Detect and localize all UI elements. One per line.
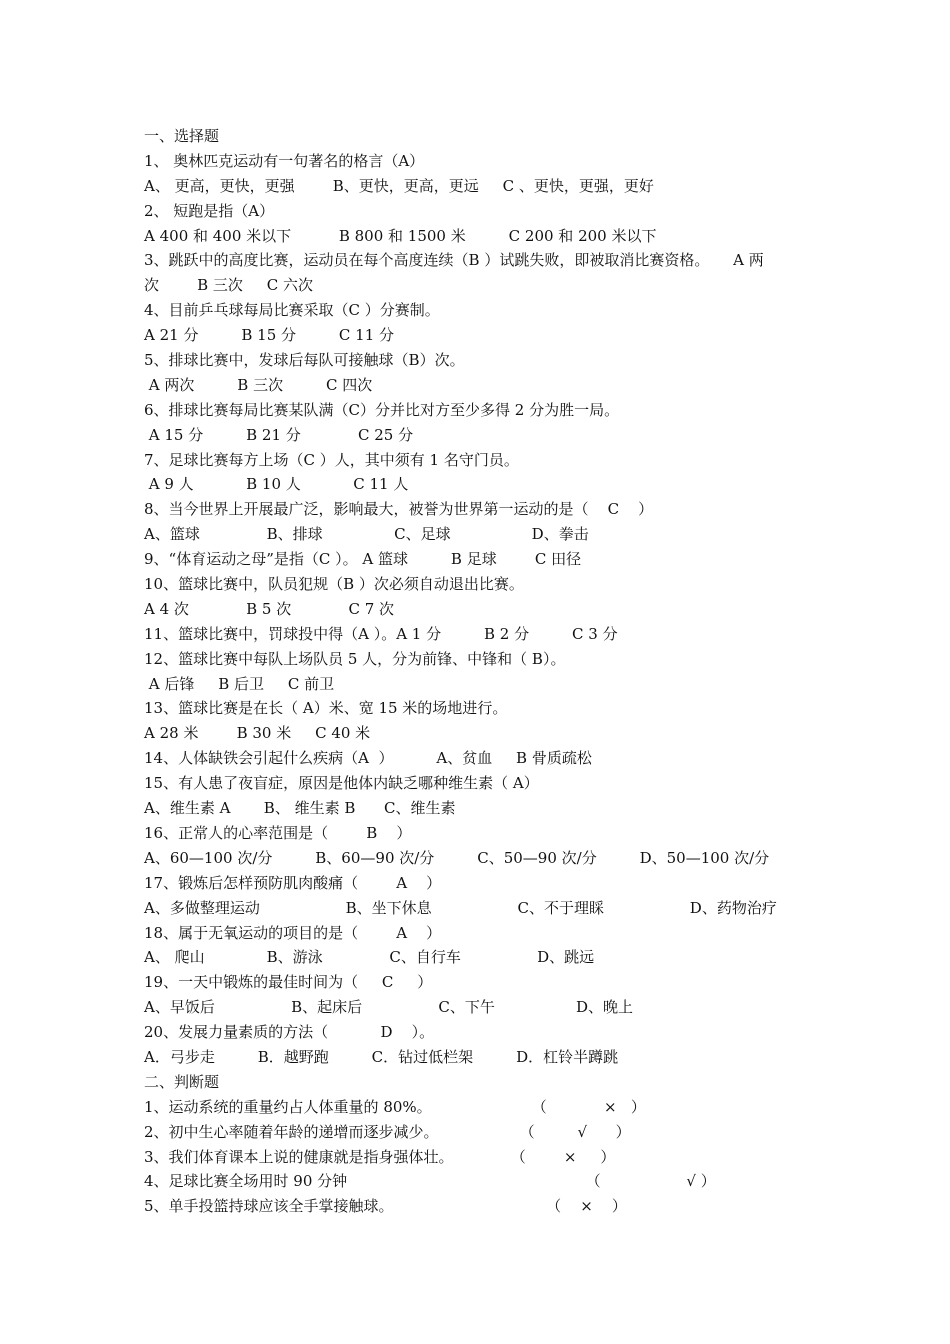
- options-3: 次 B 三次 C 六次: [144, 276, 314, 295]
- options-1: A、 更高，更快，更强 B、更快，更高，更远 C 、更快，更强，更好: [144, 176, 654, 195]
- question-8: 8、当今世界上开展最广泛，影响最大，被誉为世界第一运动的是（ C ）: [144, 500, 654, 519]
- question-11: 11、篮球比赛中，罚球投中得（A ）。A 1 分 B 2 分 C 3 分: [144, 624, 618, 643]
- options-4: A 21 分 B 15 分 C 11 分: [144, 326, 395, 345]
- options-6: A 15 分 B 21 分 C 25 分: [144, 425, 414, 444]
- options-2: A 400 和 400 米以下 B 800 和 1500 米 C 200 和 200 米以下: [144, 226, 657, 245]
- options-10: A 4 次 B 5 次 C 7 次: [144, 599, 395, 618]
- question-9: 9、“体育运动之母”是指（C ）。 A 篮球 B 足球 C 田径: [144, 550, 582, 569]
- judgement-1: 1、运动系统的重量约占人体重量的 80%。 （ × ）: [144, 1097, 646, 1116]
- question-12: 12、篮球比赛中每队上场队员 5 人，分为前锋、中锋和（ B）。: [144, 649, 566, 668]
- options-19: A、早饭后 B、起床后 C、下午 D、晚上: [144, 998, 633, 1017]
- question-15: 15、有人患了夜盲症，原因是他体内缺乏哪种维生素（ A）: [144, 774, 539, 793]
- options-20: A．弓步走 B．越野跑 C．钻过低栏架 D．杠铃半蹲跳: [144, 1047, 619, 1066]
- question-6: 6、排球比赛每局比赛某队满（C）分并比对方至少多得 2 分为胜一局。: [144, 400, 620, 419]
- judgement-5: 5、单手投篮持球应该全手掌接触球。 （ × ）: [144, 1197, 627, 1216]
- exam-document: [144, 124, 844, 1219]
- section-heading-choice: 一、选择题: [144, 127, 220, 145]
- options-15: A、维生素 A B、 维生素 B C、维生素: [144, 799, 456, 818]
- options-16: A、60—100 次/分 B、60—90 次/分 C、50—90 次/分 D、50—100 次/分: [144, 848, 770, 867]
- options-18: A、 爬山 B、游泳 C、自行车 D、跳远: [144, 948, 595, 967]
- question-3: 3、跳跃中的高度比赛，运动员在每个高度连续（B ）试跳失败，即被取消比赛资格。 A 两: [144, 251, 764, 270]
- question-18: 18、属于无氧运动的项目的是（ A ）: [144, 923, 442, 942]
- question-20: 20、发展力量素质的方法（ D ）。: [144, 1023, 435, 1042]
- question-13: 13、篮球比赛是在长（ A）米、宽 15 米的场地进行。: [144, 699, 508, 718]
- question-17: 17、锻炼后怎样预防肌肉酸痛（ A ）: [144, 873, 442, 892]
- question-5: 5、排球比赛中，发球后每队可接触球（B）次。: [144, 351, 465, 370]
- question-1: 1、 奥林匹克运动有一句著名的格言（A）: [144, 151, 425, 170]
- options-17: A、多做整理运动 B、坐下休息 C、不于理睬 D、药物治疗: [144, 898, 777, 917]
- judgement-4: 4、足球比赛全场用时 90 分钟 （ √ ）: [144, 1172, 716, 1191]
- question-14: 14、人体缺铁会引起什么疾病（A ） A、贫血 B 骨质疏松: [144, 749, 592, 768]
- question-10: 10、篮球比赛中，队员犯规（B ）次必须自动退出比赛。: [144, 575, 524, 594]
- judgement-3: 3、我们体育课本上说的健康就是指身强体壮。 （ × ）: [144, 1147, 616, 1166]
- question-16: 16、正常人的心率范围是（ B ）: [144, 823, 412, 842]
- question-4: 4、目前乒乓球每局比赛采取（C ）分赛制。: [144, 301, 440, 320]
- options-5: A 两次 B 三次 C 四次: [144, 375, 373, 394]
- question-19: 19、一天中锻炼的最佳时间为（ C ）: [144, 973, 433, 992]
- options-13: A 28 米 B 30 米 C 40 米: [144, 724, 371, 743]
- section-heading-judgement: 二、判断题: [144, 1072, 220, 1091]
- judgement-2: 2、初中生心率随着年龄的递增而逐步减少。 （ √ ）: [144, 1122, 631, 1141]
- options-7: A 9 人 B 10 人 C 11 人: [144, 475, 409, 494]
- options-12: A 后锋 B 后卫 C 前卫: [144, 674, 335, 693]
- options-8: A、篮球 B、排球 C、足球 D、拳击: [144, 525, 589, 544]
- question-2: 2、 短跑是指（A）: [144, 201, 275, 220]
- question-7: 7、足球比赛每方上场（C ）人，其中须有 1 名守门员。: [144, 450, 519, 469]
